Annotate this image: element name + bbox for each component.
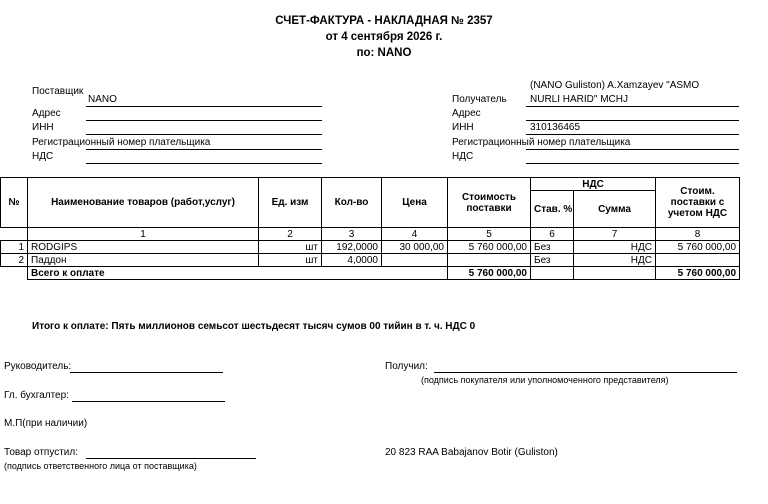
supplier-reg-line xyxy=(86,149,322,150)
row-nds-sum: НДС xyxy=(574,241,656,254)
col-header-price: Цена xyxy=(382,178,448,228)
table-row xyxy=(1,241,740,254)
recipient-value-line2: NURLI HARID" MCHJ xyxy=(530,94,628,105)
row-qty: 4,0000 xyxy=(322,254,382,267)
col-number: 4 xyxy=(382,228,448,241)
col-header-nds-group: НДС xyxy=(531,178,656,191)
stamp-label: М.П(при наличии) xyxy=(4,418,87,429)
recipient-reg-label: Регистрационный номер плательщика xyxy=(452,137,631,148)
col-number: 7 xyxy=(574,228,656,241)
row-nds-rate: Без xyxy=(531,241,574,254)
row-total xyxy=(656,254,740,267)
invoice-table xyxy=(0,177,740,280)
col-number: 6 xyxy=(531,228,574,241)
released-label: Товар отпустил: xyxy=(4,447,78,458)
recipient-nds-line xyxy=(526,163,739,164)
row-cost xyxy=(448,254,531,267)
director-label: Руководитель: xyxy=(4,361,72,372)
document-source: по: NANO xyxy=(356,47,412,59)
recipient-nds-label: НДС xyxy=(452,151,474,162)
col-header-nds-sum: Сумма xyxy=(574,191,656,228)
document-reference: 20 823 RAA Babajanov Botir (Guliston) xyxy=(385,447,558,458)
recipient-inn-label: ИНН xyxy=(452,122,474,133)
recipient-address-label: Адрес xyxy=(452,108,481,119)
col-header-total-with-nds: Стоим. поставки с учетом НДС xyxy=(656,178,740,228)
document-date: от 4 сентября 2026 г. xyxy=(325,31,443,43)
accountant-label: Гл. бухгалтер: xyxy=(4,390,69,401)
row-name: RODGIPS xyxy=(28,241,259,254)
col-number: 3 xyxy=(322,228,382,241)
row-price xyxy=(382,254,448,267)
row-total: 5 760 000,00 xyxy=(656,241,740,254)
supplier-address-line xyxy=(86,120,322,121)
row-qty: 192,0000 xyxy=(322,241,382,254)
supplier-nds-line xyxy=(86,163,322,164)
col-number: 2 xyxy=(259,228,322,241)
total-with-nds: 5 760 000,00 xyxy=(656,267,740,280)
accountant-signature-line xyxy=(72,401,225,402)
col-header-qty: Кол-во xyxy=(322,178,382,228)
col-number: 5 xyxy=(448,228,531,241)
received-label: Получил: xyxy=(385,361,428,372)
supplier-label: Поставщик xyxy=(32,86,84,97)
col-header-name: Наименование товаров (работ,услуг) xyxy=(28,178,259,228)
row-num: 2 xyxy=(1,254,28,267)
received-note: (подпись покупателя или уполномоченного представителя) xyxy=(421,375,669,385)
supplier-value: NANO xyxy=(88,94,117,105)
col-header-num: № xyxy=(1,178,28,228)
supplier-reg-label: Регистрационный номер плательщика xyxy=(32,137,211,148)
received-signature-line xyxy=(434,372,737,373)
row-nds-rate: Без xyxy=(531,254,574,267)
row-cost: 5 760 000,00 xyxy=(448,241,531,254)
total-in-words: Итого к оплате: Пять миллионов семьсот шестьдесят тысяч сумов 00 тийин в т. ч. НДС 0 xyxy=(32,321,476,332)
recipient-value-line1: (NANO Guliston) A.Xamzayev "ASMO xyxy=(530,80,700,91)
recipient-line xyxy=(526,106,739,107)
row-unit: шт xyxy=(259,254,322,267)
col-header-nds-rate: Став. % xyxy=(531,191,574,228)
row-num: 1 xyxy=(1,241,28,254)
supplier-inn-line xyxy=(86,134,322,135)
recipient-reg-line xyxy=(526,149,739,150)
document-title: СЧЕТ-ФАКТУРА - НАКЛАДНАЯ № 2357 xyxy=(275,15,493,27)
total-cost: 5 760 000,00 xyxy=(448,267,531,280)
recipient-inn-line xyxy=(526,134,739,135)
row-price: 30 000,00 xyxy=(382,241,448,254)
recipient-label: Получатель xyxy=(452,94,507,105)
director-signature-line xyxy=(70,372,223,373)
table-row xyxy=(1,254,740,267)
row-name: Паддон xyxy=(28,254,259,267)
col-header-unit: Ед. изм xyxy=(259,178,322,228)
supplier-inn-label: ИНН xyxy=(32,122,54,133)
recipient-address-line xyxy=(526,120,739,121)
recipient-inn-value: 310136465 xyxy=(530,122,581,133)
col-number: 8 xyxy=(656,228,740,241)
supplier-address-label: Адрес xyxy=(32,108,61,119)
total-row xyxy=(1,267,740,280)
row-nds-sum: НДС xyxy=(574,254,656,267)
row-unit: шт xyxy=(259,241,322,254)
total-label: Всего к оплате xyxy=(28,267,448,280)
col-number-row xyxy=(1,228,740,241)
supplier-nds-label: НДС xyxy=(32,151,54,162)
supplier-line xyxy=(86,106,322,107)
col-header-cost: Стоимость поставки xyxy=(448,178,531,228)
released-note: (подпись ответственного лица от поставщика) xyxy=(4,461,197,471)
released-signature-line xyxy=(86,458,256,459)
col-number: 1 xyxy=(28,228,259,241)
